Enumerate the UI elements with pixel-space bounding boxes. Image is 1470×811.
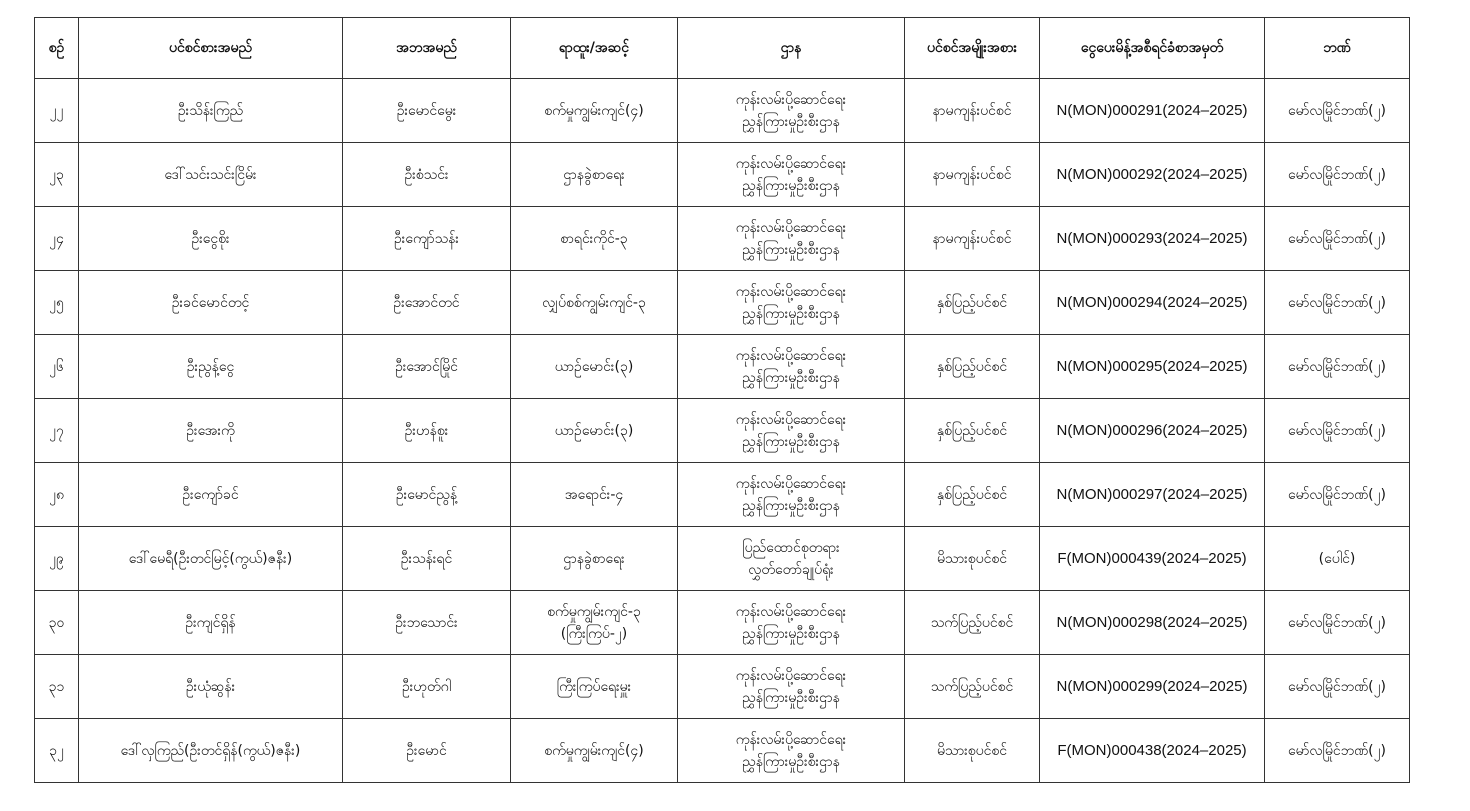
cell-serial: ၂၂	[35, 79, 79, 143]
cell-rank-line: ယာဉ်မောင်း(၃)	[554, 422, 634, 439]
cell-pensioner-name: ဦးခင်မောင်တင့်	[79, 271, 343, 335]
table-row	[35, 207, 1410, 271]
cell-serial: ၂၅	[35, 271, 79, 335]
cell-pension-type: သက်ပြည့်ပင်စင်	[905, 655, 1040, 719]
cell-pensioner-name: ဦးကျင်ရှိန်	[79, 591, 343, 655]
cell-bank: မော်လမြိုင်ဘဏ်(၂)	[1265, 79, 1410, 143]
cell-department-line: ကုန်းလမ်းပို့ဆောင်ရေး	[735, 283, 847, 300]
cell-department	[678, 271, 905, 335]
cell-pension-type: မိသားစုပင်စင်	[905, 527, 1040, 591]
cell-department-line: ညွှန်ကြားမှုဦးစီးဌာန	[742, 113, 840, 130]
header-pension-type: ပင်စင်အမျိုးအစား	[905, 18, 1040, 79]
cell-payment-order: N(MON)000291(2024–2025)	[1040, 79, 1265, 143]
cell-pension-type: မိသားစုပင်စင်	[905, 719, 1040, 783]
cell-department-line: ညွှန်ကြားမှုဦးစီးဌာန	[742, 305, 840, 322]
cell-payment-order: N(MON)000293(2024–2025)	[1040, 207, 1265, 271]
cell-department	[678, 527, 905, 591]
cell-pensioner-name: ဦးသိန်းကြည်	[79, 79, 343, 143]
table-row	[35, 719, 1410, 783]
cell-pensioner-name: ဒေါ်သင်းသင်းငြိမ်း	[79, 143, 343, 207]
cell-payment-order: N(MON)000296(2024–2025)	[1040, 399, 1265, 463]
cell-pension-type: နာမကျန်းပင်စင်	[905, 79, 1040, 143]
cell-bank: မော်လမြိုင်ဘဏ်(၂)	[1265, 463, 1410, 527]
cell-bank: မော်လမြိုင်ဘဏ်(၂)	[1265, 271, 1410, 335]
cell-rank-line: စက်မှုကျွမ်းကျင်(၄)	[544, 742, 644, 759]
cell-department-line: ညွှန်ကြားမှုဦးစီးဌာန	[742, 433, 840, 450]
cell-father-name: ဦးအောင်တင်	[343, 271, 511, 335]
cell-department-line: ညွှန်ကြားမှုဦးစီးဌာန	[742, 497, 840, 514]
header-father-name: အဘအမည်	[343, 18, 511, 79]
cell-bank: မော်လမြိုင်ဘဏ်(၂)	[1265, 143, 1410, 207]
cell-department-line: ကုန်းလမ်းပို့ဆောင်ရေး	[735, 91, 847, 108]
cell-department	[678, 399, 905, 463]
cell-rank-line: စက်မှုကျွမ်းကျင်-၃	[547, 603, 641, 620]
cell-pensioner-name: ဦးကျော်ခင်	[79, 463, 343, 527]
cell-serial: ၂၇	[35, 399, 79, 463]
cell-rank	[511, 719, 678, 783]
table-row	[35, 463, 1410, 527]
cell-pension-type: နှစ်ပြည့်ပင်စင်	[905, 335, 1040, 399]
cell-father-name: ဦးအောင်မြိုင်	[343, 335, 511, 399]
cell-pensioner-name: ဦးအေးကို	[79, 399, 343, 463]
cell-rank	[511, 463, 678, 527]
cell-department-line: ညွှန်ကြားမှုဦးစီးဌာန	[742, 369, 840, 386]
cell-department-line: ကုန်းလမ်းပို့ဆောင်ရေး	[735, 603, 847, 620]
table-row	[35, 655, 1410, 719]
cell-department-line: ကုန်းလမ်းပို့ဆောင်ရေး	[735, 347, 847, 364]
table-row	[35, 79, 1410, 143]
cell-department-line: ကုန်းလမ်းပို့ဆောင်ရေး	[735, 411, 847, 428]
cell-serial: ၂၆	[35, 335, 79, 399]
cell-department	[678, 591, 905, 655]
cell-rank-line: ဌာနခွဲစာရေး	[563, 166, 625, 183]
cell-pension-type: သက်ပြည့်ပင်စင်	[905, 591, 1040, 655]
cell-serial: ၂၉	[35, 527, 79, 591]
cell-pension-type: နာမကျန်းပင်စင်	[905, 143, 1040, 207]
cell-father-name: ဦးကျော်သန်း	[343, 207, 511, 271]
header-serial: စဉ်	[35, 18, 79, 79]
cell-pensioner-name: ဒေါ်မေရီ(ဦးတင်မြင့်(ကွယ်)ဇနီး)	[79, 527, 343, 591]
cell-rank-line: စက်မှုကျွမ်းကျင်(၄)	[544, 102, 644, 119]
cell-rank-line: ဌာနခွဲစာရေး	[563, 550, 625, 567]
cell-pensioner-name: ဦးငွေစိုး	[79, 207, 343, 271]
cell-payment-order: N(MON)000298(2024–2025)	[1040, 591, 1265, 655]
cell-rank	[511, 79, 678, 143]
cell-department-line: ကုန်းလမ်းပို့ဆောင်ရေး	[735, 731, 847, 748]
cell-department	[678, 207, 905, 271]
cell-rank-line: ယာဉ်မောင်း(၃)	[554, 358, 634, 375]
cell-rank	[511, 143, 678, 207]
cell-bank: (ပေါင်)	[1265, 527, 1410, 591]
cell-payment-order: N(MON)000292(2024–2025)	[1040, 143, 1265, 207]
table-row	[35, 591, 1410, 655]
cell-father-name: ဦးမောင်ညွန့်	[343, 463, 511, 527]
cell-rank	[511, 655, 678, 719]
cell-rank-line: စာရင်းကိုင်-၃	[560, 230, 628, 247]
cell-department-line: လွှတ်တော်ချုပ်ရုံး	[748, 561, 834, 578]
cell-father-name: ဦးသန်းရင်	[343, 527, 511, 591]
cell-serial: ၂၈	[35, 463, 79, 527]
cell-department-line: ညွှန်ကြားမှုဦးစီးဌာန	[742, 753, 840, 770]
header-rank: ရာထူး/အဆင့်	[511, 18, 678, 79]
cell-department	[678, 463, 905, 527]
cell-father-name: ဦးစံသင်း	[343, 143, 511, 207]
cell-department-line: ကုန်းလမ်းပို့ဆောင်ရေး	[735, 667, 847, 684]
header-row	[35, 18, 1410, 79]
cell-pension-type: နှစ်ပြည့်ပင်စင်	[905, 271, 1040, 335]
cell-rank	[511, 207, 678, 271]
cell-payment-order: F(MON)000438(2024–2025)	[1040, 719, 1265, 783]
cell-rank-line: ကြီးကြပ်ရေးမှူး	[556, 678, 632, 695]
cell-department	[678, 719, 905, 783]
cell-department-line: ကုန်းလမ်းပို့ဆောင်ရေး	[735, 475, 847, 492]
table-row	[35, 271, 1410, 335]
cell-father-name: ဦးဟန်စူး	[343, 399, 511, 463]
cell-payment-order: N(MON)000297(2024–2025)	[1040, 463, 1265, 527]
cell-pensioner-name: ဦးညွန့်ငွေ	[79, 335, 343, 399]
cell-payment-order: N(MON)000294(2024–2025)	[1040, 271, 1265, 335]
header-bank: ဘဏ်	[1265, 18, 1410, 79]
table-row	[35, 335, 1410, 399]
cell-bank: မော်လမြိုင်ဘဏ်(၂)	[1265, 399, 1410, 463]
cell-serial: ၂၃	[35, 143, 79, 207]
cell-department-line: ကုန်းလမ်းပို့ဆောင်ရေး	[735, 155, 847, 172]
cell-bank: မော်လမြိုင်ဘဏ်(၂)	[1265, 207, 1410, 271]
cell-department-line: ညွှန်ကြားမှုဦးစီးဌာန	[742, 689, 840, 706]
table-row	[35, 399, 1410, 463]
cell-rank	[511, 335, 678, 399]
cell-rank-line: အရောင်း-၄	[564, 486, 624, 503]
cell-department	[678, 79, 905, 143]
cell-department	[678, 335, 905, 399]
cell-father-name: ဦးမောင်မွေး	[343, 79, 511, 143]
cell-department-line: ပြည်ထောင်စုတရား	[742, 539, 840, 556]
cell-payment-order: F(MON)000439(2024–2025)	[1040, 527, 1265, 591]
cell-pension-type: နှစ်ပြည့်ပင်စင်	[905, 399, 1040, 463]
cell-serial: ၃၂	[35, 719, 79, 783]
cell-department	[678, 143, 905, 207]
cell-rank	[511, 527, 678, 591]
cell-bank: မော်လမြိုင်ဘဏ်(၂)	[1265, 719, 1410, 783]
cell-rank-line: လျှပ်စစ်ကျွမ်းကျင်-၃	[542, 294, 646, 311]
cell-department-line: ညွှန်ကြားမှုဦးစီးဌာန	[742, 177, 840, 194]
header-department: ဌာန	[678, 18, 905, 79]
table-row	[35, 143, 1410, 207]
cell-bank: မော်လမြိုင်ဘဏ်(၂)	[1265, 591, 1410, 655]
cell-bank: မော်လမြိုင်ဘဏ်(၂)	[1265, 335, 1410, 399]
cell-rank-line: (ကြီးကြပ်-၂)	[560, 625, 628, 642]
cell-payment-order: N(MON)000299(2024–2025)	[1040, 655, 1265, 719]
pension-table	[34, 17, 1410, 783]
cell-rank	[511, 399, 678, 463]
cell-rank	[511, 591, 678, 655]
cell-pension-type: နှစ်ပြည့်ပင်စင်	[905, 463, 1040, 527]
cell-rank	[511, 271, 678, 335]
cell-department-line: ညွှန်ကြားမှုဦးစီးဌာန	[742, 625, 840, 642]
cell-department	[678, 655, 905, 719]
cell-serial: ၂၄	[35, 207, 79, 271]
cell-father-name: ဦးဘသောင်း	[343, 591, 511, 655]
cell-father-name: ဦးဟုတ်ဂါ	[343, 655, 511, 719]
cell-department-line: ကုန်းလမ်းပို့ဆောင်ရေး	[735, 219, 847, 236]
header-payment-order: ငွေပေးမိန့်အစီရင်ခံစာအမှတ်	[1040, 18, 1265, 79]
header-pensioner-name: ပင်စင်စားအမည်	[79, 18, 343, 79]
cell-bank: မော်လမြိုင်ဘဏ်(၂)	[1265, 655, 1410, 719]
cell-pensioner-name: ဒေါ်လှကြည်(ဦးတင်ရှိန်(ကွယ်)ဇနီး)	[79, 719, 343, 783]
cell-father-name: ဦးမောင်	[343, 719, 511, 783]
table-row	[35, 527, 1410, 591]
cell-pension-type: နာမကျန်းပင်စင်	[905, 207, 1040, 271]
cell-pensioner-name: ဦးယုံဆွန်း	[79, 655, 343, 719]
cell-department-line: ညွှန်ကြားမှုဦးစီးဌာန	[742, 241, 840, 258]
cell-payment-order: N(MON)000295(2024–2025)	[1040, 335, 1265, 399]
cell-serial: ၃၀	[35, 591, 79, 655]
cell-serial: ၃၁	[35, 655, 79, 719]
